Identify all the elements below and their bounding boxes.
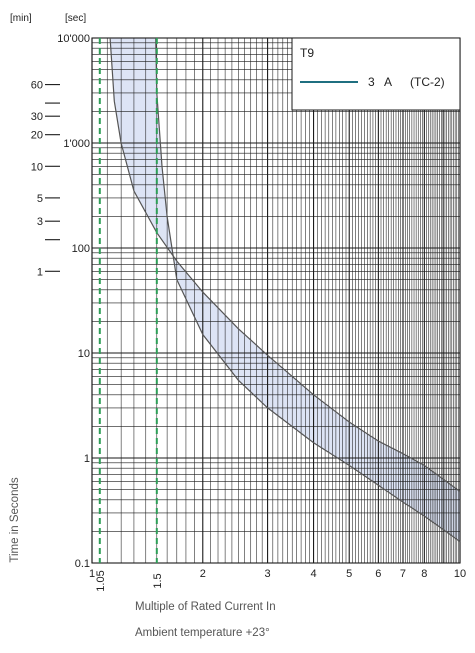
x-tick-label: 6 [375, 568, 382, 580]
legend-box [292, 38, 460, 110]
x-tick-label: 2 [199, 568, 206, 580]
sec-unit-label: [sec] [65, 13, 87, 24]
y-tick-label-min: 5 [36, 192, 43, 205]
legend-type: (TC-2) [410, 75, 445, 89]
legend [292, 38, 460, 110]
x-tick-label: 5 [346, 568, 353, 580]
y-tick-label-sec: 1'000 [63, 138, 90, 150]
ambient-note: Ambient temperature +23° [135, 627, 270, 639]
y-tick-label-sec: 10'000 [57, 33, 90, 45]
x-tick-label: 7 [399, 568, 407, 580]
y-tick-label-min: 30 [30, 111, 43, 124]
x-axis-title: Multiple of Rated Current In [135, 601, 276, 613]
min-unit-label: [min] [10, 13, 32, 24]
y-tick-label-min: 20 [30, 129, 43, 142]
y-tick-label-sec: 0.1 [74, 558, 90, 570]
y-axis-title: Time in Seconds [9, 477, 21, 563]
x-tick-label: 4 [310, 568, 317, 580]
x-tick-label: 10 [453, 568, 467, 580]
x-tick-label: 1.5 [151, 573, 164, 589]
legend-current: 3 [368, 75, 375, 89]
y-tick-label-min: 60 [30, 79, 43, 92]
y-tick-label-min: 10 [30, 161, 43, 174]
y-tick-label-sec: 100 [71, 243, 90, 255]
x-tick-label: 8 [421, 568, 428, 580]
y-tick-label-sec: 1 [83, 453, 90, 465]
x-tick-label: 1.05 [94, 570, 107, 592]
y-tick-label-min: 3 [36, 216, 43, 229]
x-tick-label: 3 [264, 568, 271, 580]
legend-unit: A [384, 75, 393, 89]
x-tick-label: 1 [88, 568, 96, 580]
y-tick-label-sec: 10 [77, 348, 90, 360]
legend-title: T9 [300, 46, 315, 60]
y-tick-label-min: 1 [36, 266, 43, 279]
